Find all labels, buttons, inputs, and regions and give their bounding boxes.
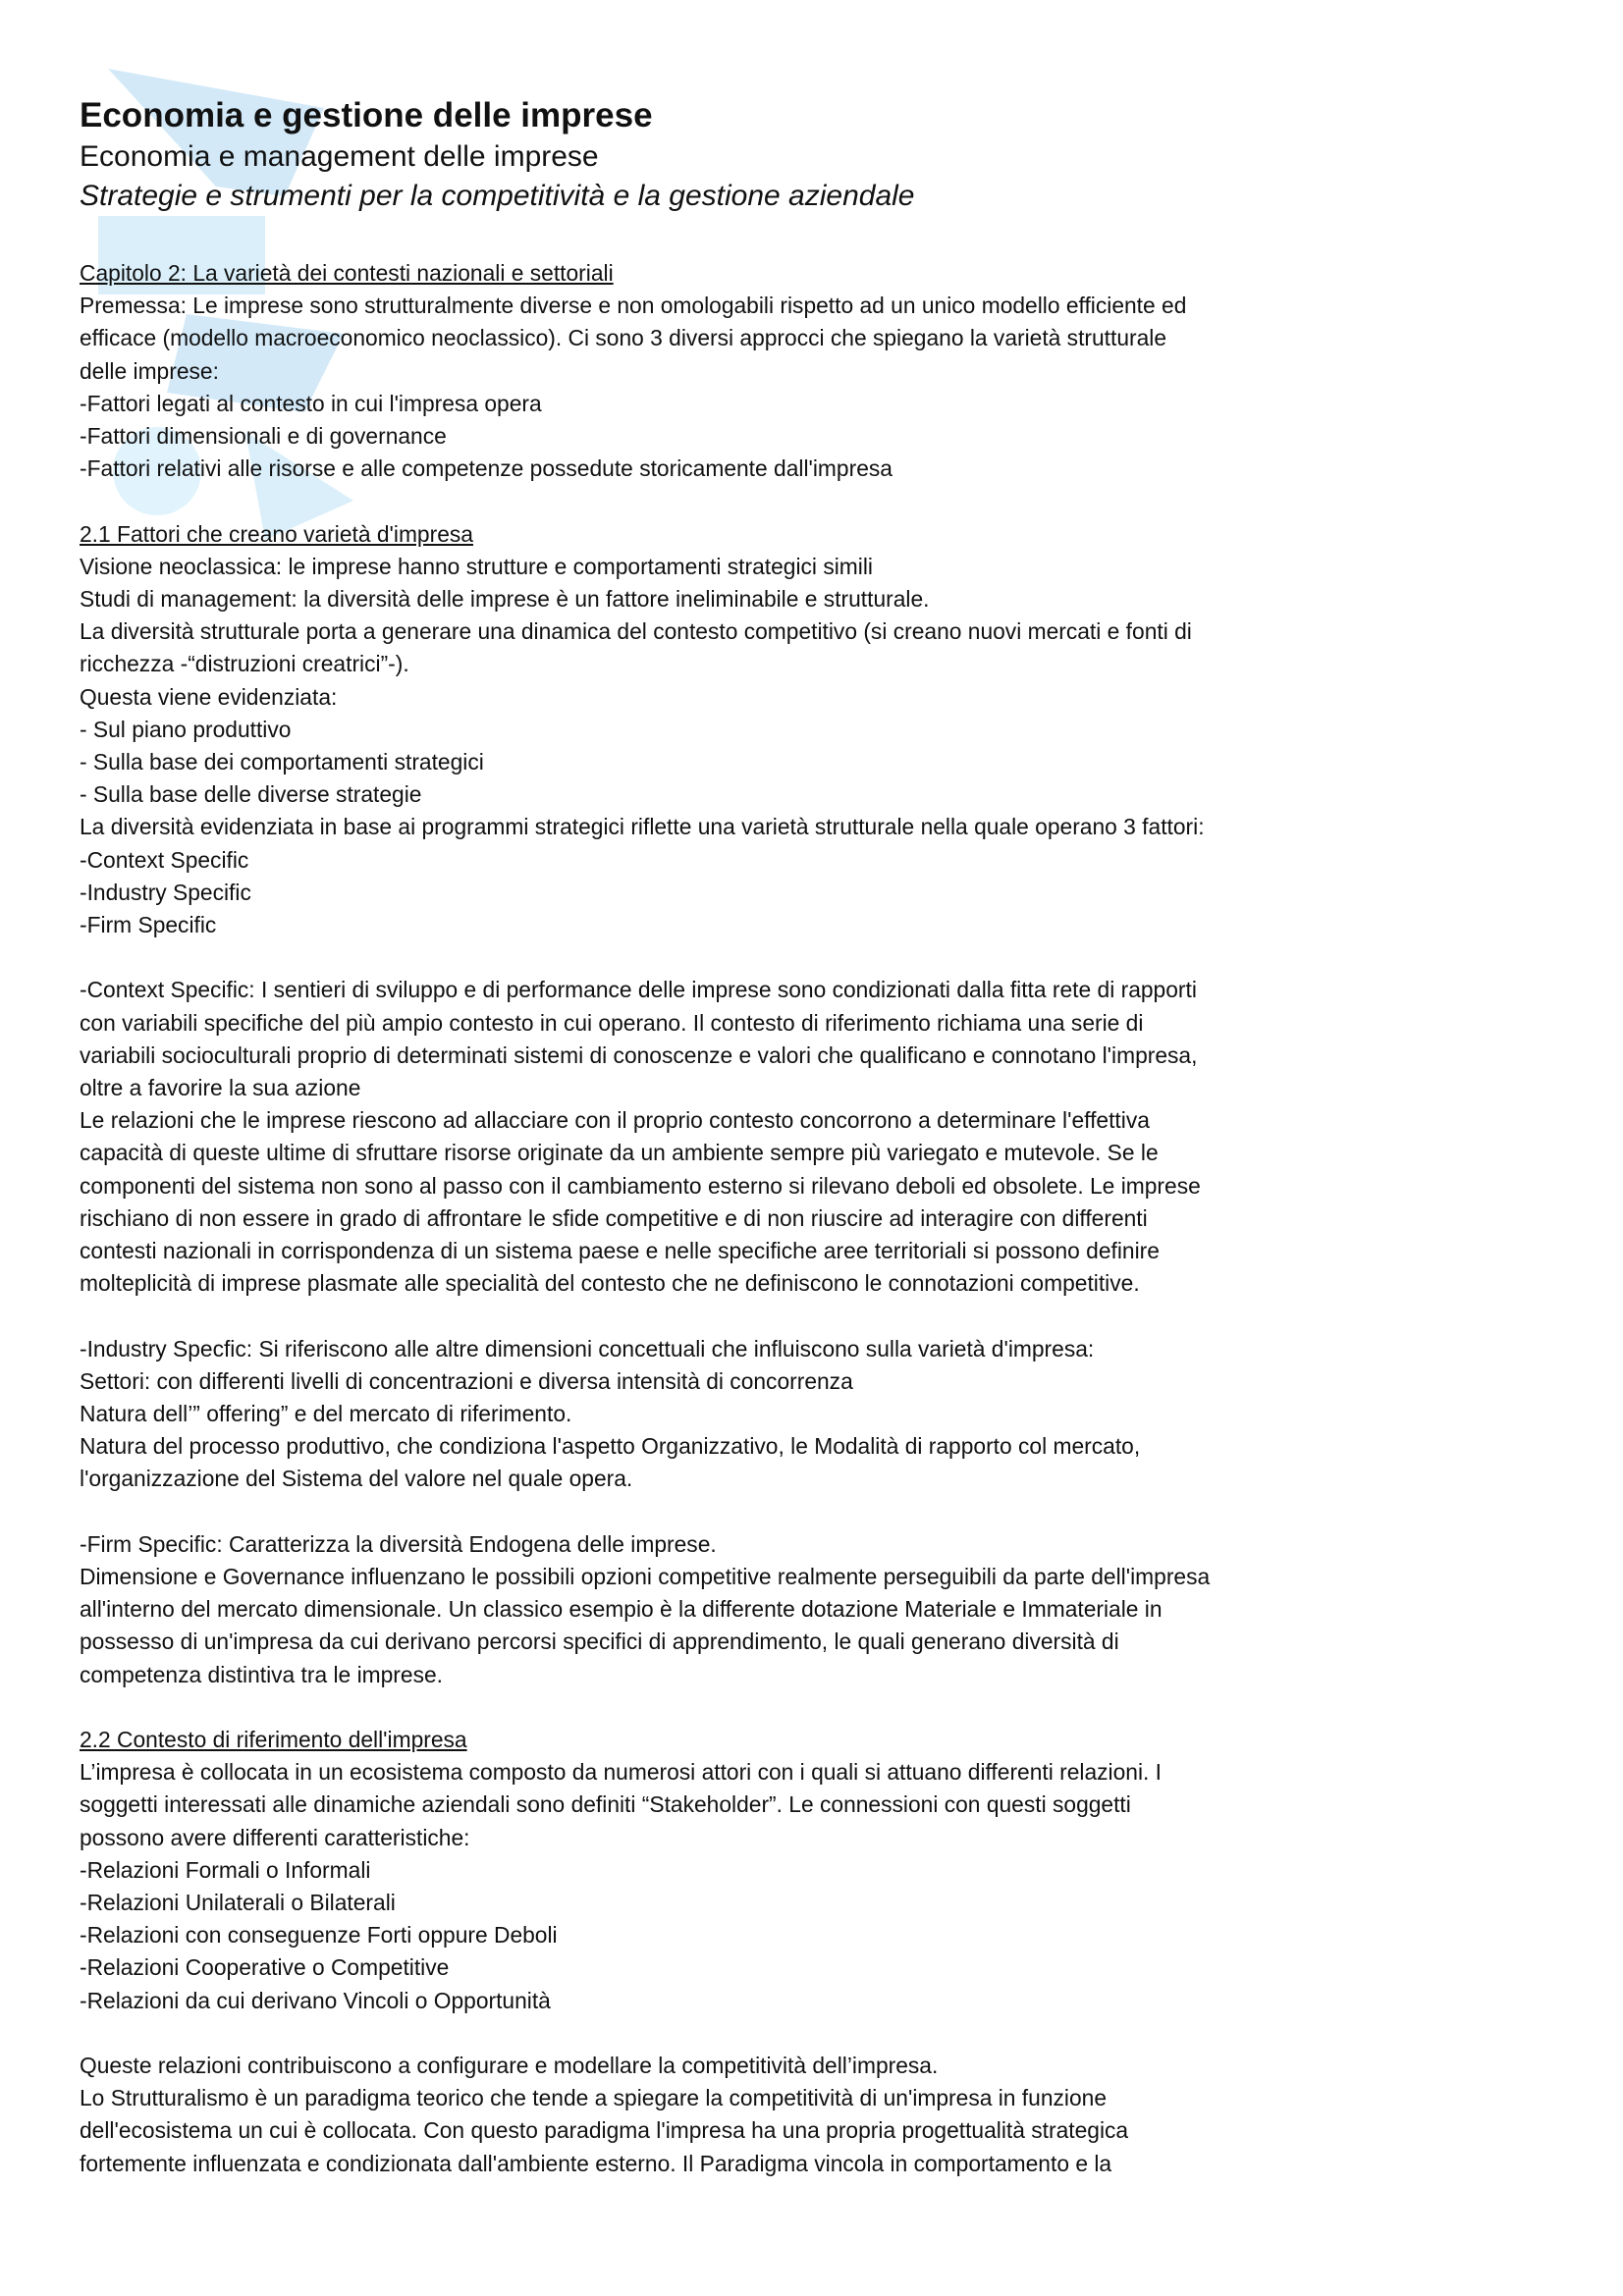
text-line: possesso di un'impresa da cui derivano percorsi specifici di apprendimento, le quali generano diversità di <box>80 1629 1119 1655</box>
text-line: La diversità strutturale porta a generare una dinamica del contesto competitivo (si creano nuovi mercati e fonti di <box>80 618 1192 645</box>
text-line: Premessa: Le imprese sono strutturalmente diverse e non omologabili rispetto ad un unico modello efficiente ed <box>80 293 1187 319</box>
text-line: delle imprese: <box>80 357 219 384</box>
list-item: - Sulla base delle diverse strategie <box>80 781 422 808</box>
text-line: soggetti interessati alle dinamiche aziendali sono definiti “Stakeholder”. Le connessioni con questi soggetti <box>80 1791 1131 1818</box>
list-item: - Sul piano produttivo <box>80 716 292 742</box>
section-2-2-heading: 2.2 Contesto di riferimento dell'impresa <box>80 1727 467 1753</box>
list-item: -Relazioni Unilaterali o Bilaterali <box>80 1890 396 1916</box>
text-line: l'organizzazione del Sistema del valore nel quale opera. <box>80 1466 633 1492</box>
document-subtitle: Economia e management delle imprese <box>80 140 599 173</box>
text-line: Natura dell’” offering” e del mercato di riferimento. <box>80 1401 572 1427</box>
text-line: La diversità evidenziata in base ai programmi strategici riflette una varietà strutturale nella quale operano 3 fattori: <box>80 814 1205 840</box>
list-item: -Relazioni Cooperative o Competitive <box>80 1954 450 1981</box>
text-line: ricchezza -“distruzioni creatrici”-). <box>80 651 409 677</box>
text-line: molteplicità di imprese plasmate alle specialità del contesto che ne definiscono le connotazioni competitive. <box>80 1270 1140 1297</box>
text-line: capacità di queste ultime di sfruttare risorse originate da un ambiente sempre più variegato e mutevole. Se le <box>80 1140 1159 1166</box>
list-item: - Sulla base dei comportamenti strategici <box>80 749 484 775</box>
text-line: Lo Strutturalismo è un paradigma teorico che tende a spiegare la competitività di un'impresa in funzione <box>80 2085 1107 2111</box>
document-title: Economia e gestione delle imprese <box>80 96 653 134</box>
text-line: Queste relazioni contribuiscono a configurare e modellare la competitività dell’impresa. <box>80 2053 939 2079</box>
text-line: contesti nazionali in corrispondenza di un sistema paese e nelle specifiche aree territoriali si possono definire <box>80 1238 1160 1264</box>
list-item: -Fattori relativi alle risorse e alle competenze possedute storicamente dall'impresa <box>80 455 893 482</box>
document-subtitle-italic: Strategie e strumenti per la competitività e la gestione aziendale <box>80 180 915 212</box>
text-line: -Industry Specfic: Si riferiscono alle altre dimensioni concettuali che influiscono sulla varietà d'impresa: <box>80 1335 1095 1362</box>
list-item: -Relazioni con conseguenze Forti oppure Deboli <box>80 1922 558 1949</box>
text-line: oltre a favorire la sua azione <box>80 1075 361 1101</box>
text-line: Natura del processo produttivo, che condiziona l'aspetto Organizzativo, le Modalità di rapporto col mercato, <box>80 1433 1141 1460</box>
text-line: Visione neoclassica: le imprese hanno strutture e comportamenti strategici simili <box>80 553 873 579</box>
chapter-2-heading: Capitolo 2: La varietà dei contesti nazionali e settoriali <box>80 260 614 286</box>
text-line: possono avere differenti caratteristiche: <box>80 1824 470 1850</box>
list-item: -Firm Specific <box>80 912 217 938</box>
list-item: -Relazioni da cui derivano Vincoli o Opportunità <box>80 1987 551 2013</box>
text-line: -Context Specific: I sentieri di sviluppo e di performance delle imprese sono condizionati dalla fitta rete di rapporti <box>80 977 1197 1003</box>
text-line: Le relazioni che le imprese riescono ad allacciare con il proprio contesto concorrono a determinare l'effettiva <box>80 1107 1150 1134</box>
text-line: all'interno del mercato dimensionale. Un classico esempio è la differente dotazione Materiale e Immateriale in <box>80 1596 1163 1623</box>
text-line: Studi di management: la diversità delle imprese è un fattore ineliminabile e strutturale. <box>80 586 930 613</box>
text-line: dell'ecosistema un cui è collocata. Con questo paradigma l'impresa ha una propria progettualità strategica <box>80 2117 1129 2144</box>
text-line: rischiano di non essere in grado di affrontare le sfide competitive e di non riuscire ad interagire con differenti <box>80 1204 1148 1231</box>
document-page <box>80 94 1346 2180</box>
text-line: -Firm Specific: Caratterizza la diversità Endogena delle imprese. <box>80 1530 717 1557</box>
text-line: variabili socioculturali proprio di determinati sistemi di conoscenze e valori che qualificano e connotano l'impresa, <box>80 1041 1198 1068</box>
text-line: Questa viene evidenziata: <box>80 683 338 710</box>
text-line: efficace (modello macroeconomico neoclassico). Ci sono 3 diversi approcci che spiegano la varietà strutturale <box>80 325 1167 351</box>
text-line: fortemente influenzata e condizionata dall'ambiente esterno. Il Paradigma vincola in comportamento e la <box>80 2150 1112 2176</box>
list-item: -Fattori legati al contesto in cui l'impresa opera <box>80 390 542 416</box>
text-line: componenti del sistema non sono al passo con il cambiamento esterno si rilevano deboli ed obsolete. Le imprese <box>80 1172 1201 1199</box>
text-line: competenza distintiva tra le imprese. <box>80 1661 443 1687</box>
list-item: -Context Specific <box>80 846 249 873</box>
text-line: Dimensione e Governance influenzano le possibili opzioni competitive realmente perseguibili da parte dell'impresa <box>80 1564 1211 1590</box>
list-item: -Industry Specific <box>80 879 251 905</box>
text-line: Settori: con differenti livelli di concentrazioni e diversa intensità di concorrenza <box>80 1367 853 1394</box>
text-line: con variabili specifiche del più ampio contesto in cui operano. Il contesto di riferimento richiama una serie di <box>80 1009 1144 1036</box>
text-line: L’impresa è collocata in un ecosistema composto da numerosi attori con i quali si attuano differenti relazioni. I <box>80 1759 1163 1786</box>
list-item: -Fattori dimensionali e di governance <box>80 423 447 450</box>
list-item: -Relazioni Formali o Informali <box>80 1856 371 1883</box>
section-2-1-heading: 2.1 Fattori che creano varietà d'impresa <box>80 520 473 547</box>
chapter-2-section <box>80 257 1346 2180</box>
